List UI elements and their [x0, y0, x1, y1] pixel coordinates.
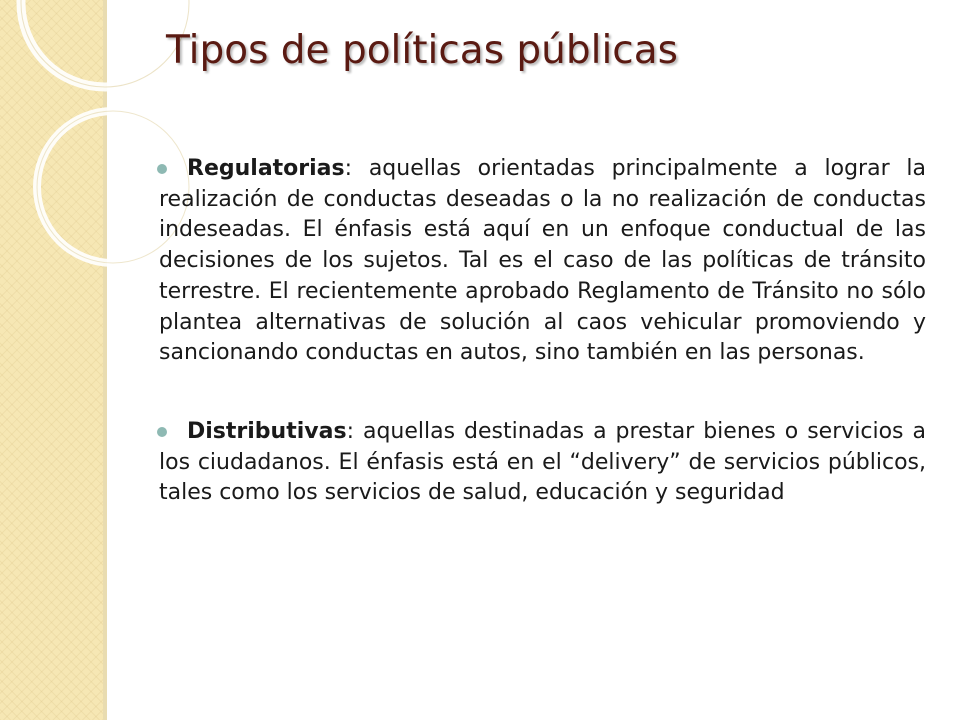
- bullet-item-distributivas: [159, 417, 926, 509]
- bullet-marker-icon: [157, 427, 167, 437]
- bullet-item-regulatorias: [159, 154, 926, 369]
- slide-title: Tipos de políticas públicas: [166, 28, 678, 73]
- bullet-text: : aquellas orientadas principalmente a lograr la realización de conductas deseadas o la no realización de conductas indeseadas. El énfasis está aquí en un enfoque conductual de las decisiones de los sujetos. Tal es el caso de las políticas de tránsito terrestre. El recientemente aprobado Reglamento de Tránsito no sólo plantea alternativas de solución al caos vehicular promoviendo y sancionando conductas en autos, sino también en las personas.: [159, 156, 926, 366]
- bullet-list: [159, 154, 926, 557]
- bullet-text: : aquellas destinadas a prestar bienes o servicios a los ciudadanos. El énfasis está en el “delivery” de servicios públicos, tales como los servicios de salud, educación y seguridad: [159, 418, 926, 506]
- bullet-term: Regulatorias: [187, 156, 345, 181]
- bullet-marker-icon: [157, 164, 167, 174]
- bullet-term: Distributivas: [187, 418, 347, 444]
